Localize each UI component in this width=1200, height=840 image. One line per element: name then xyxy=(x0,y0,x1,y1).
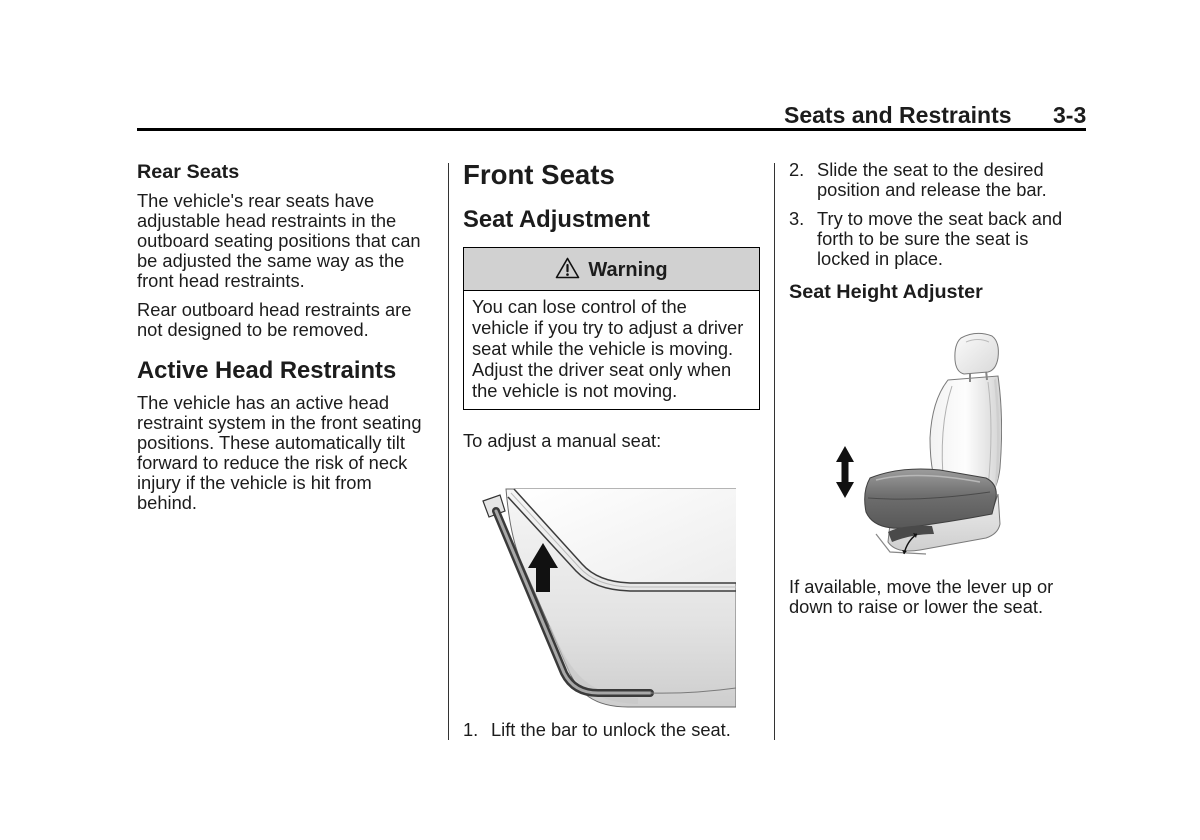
active-head-restraints-heading: Active Head Restraints xyxy=(137,357,397,384)
step-number: 3. xyxy=(789,208,805,229)
step-text: Lift the bar to unlock the seat. xyxy=(491,719,731,740)
rear-seats-paragraph-2: Rear outboard head restraints are not designed to be removed. xyxy=(137,299,412,340)
seat-height-illustration xyxy=(830,328,1002,560)
step-text: Try to move the seat back and forth to be sure the seat is locked in place. xyxy=(817,208,1063,269)
step-2 xyxy=(789,160,1086,200)
warning-text: You can lose control of the vehicle if you try to adjust a driver seat while the vehicle is moving. Adjust the driver seat only when the vehicle is not moving. xyxy=(472,296,744,401)
seat-adjustment-heading: Seat Adjustment xyxy=(463,206,650,233)
step-number: 1. xyxy=(463,719,479,740)
warning-title: Warning xyxy=(588,259,668,281)
rear-seats-paragraph-1: The vehicle's rear seats have adjustable head restraints in the outboard seating positions that can be adjusted the same way as the front head restraints. xyxy=(137,190,421,291)
seat-height-text: If available, move the lever up or down to raise or lower the seat. xyxy=(789,576,1054,617)
headrest xyxy=(955,333,999,382)
step-number: 2. xyxy=(789,159,805,180)
warning-triangle-icon xyxy=(555,257,580,279)
manual-seat-intro: To adjust a manual seat: xyxy=(463,430,662,451)
manual-seat-illustration xyxy=(478,487,736,709)
column-divider-left xyxy=(448,163,449,740)
column-divider-right xyxy=(774,163,775,740)
active-head-restraints-paragraph: The vehicle has an active head restraint system in the front seating positions. These automatically tilt forward to reduce the risk of neck injury if the vehicle is hit from behind. xyxy=(137,392,422,513)
up-down-arrow-icon xyxy=(836,446,854,498)
step-text: Slide the seat to the desired position and release the bar. xyxy=(817,159,1047,200)
rear-seats-heading: Rear Seats xyxy=(137,161,240,183)
header-rule xyxy=(137,128,1086,131)
step-1 xyxy=(463,720,760,740)
seat-cushion xyxy=(506,489,736,707)
front-seats-heading: Front Seats xyxy=(463,159,615,190)
section-title: Seats and Restraints xyxy=(784,102,1012,128)
warning-box xyxy=(463,247,760,410)
step-3 xyxy=(789,209,1086,269)
seat-height-adjuster-heading: Seat Height Adjuster xyxy=(789,281,983,303)
page-number: 3-3 xyxy=(1053,102,1087,128)
warning-header xyxy=(464,248,759,291)
